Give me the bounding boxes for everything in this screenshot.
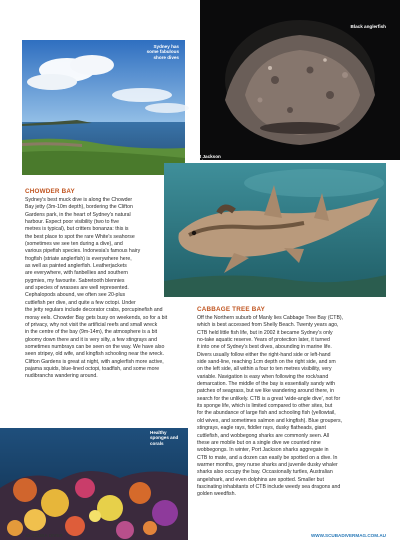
cabbage-tree-bay-body: Off the Northern suburb of Manly lies Cabbage Tree Bay (CTB), which is best accessed from Shelly Beach. Twenty years ago, CTB held little fish life, but in 2002 it became Sydney's only no-take aquatic reserve. Years of protection later, it turned it into one of Sydney's best dives, abounding in marine life. Divers usually follow either the right-hand side or left-hand side sand-line, reaching 1cm depth on the right side, and sm on the left side, all within a four to ten metres visibility, very variable. Navigation is easy when following the rock/sand demarcation. The middle of the bay is essentially sandy with patches of seagrass, but we like wandering around there, in search for the unlikely. CTB is a great 'wide-angle dive', not for its sponge life, which is limited compared to other sites, but for the abundance of large fish and schooling fish (yellowtail, old wives, and sometimes salmon and kingfish). Blue groupers, stingrays, eagle rays, fiddler rays, dusky flatheads, giant cuttlefish, and wobbegong sharks are commonly seen. All these are mobile but on a single dive we counted nine wobbegongs. In winter, Port Jackson sharks aggregate in CTB to mate, and a dozen can easily be spotted on a dive. In warmer months, grey nurse sharks and juvenile dusky whaler sharks also occupy the bay. Occasionally turtles, Australian angelshark, and even dolphins are spotted. Smaller but fascinating inhabitants of CTB include weedy sea dragons and golden weedfish. [197, 315, 344, 498]
chowder-bay-body: Sydney's best muck dive is along the Chowder Bay jetty (3m-10m depth), bordering the Clifton Gardens park, in the heart of Sydney's natural harbour. Expect poor visibility (two to five metres is typical), but critters bonanza: this is the best place to spot the rare White's seahorse (sometimes we see ten during a dive), and various pipefish species. Indonesia's famous hairy frogfish (striate anglerfish) is everywhere here, as well as painted anglerfish. Leatherjackets are everywhere, with fanbellies and southern pygmies, my favourite. Sabretooth blennies and species of wrasses are well represented. Cephalopods abound, we often see 20-plus cuttlefish per dive, and quite a few octopi. Under the jetty regulars include decorator crabs, porcupinefish and moray eels. Chowder Bay gets busy on weekends, so for a bit of privacy, why not visit the artificial reefs and small wreck in the centre of the bay (9m-14m), the atmosphere is a bit gloomy down there and it is very silty, a few stingrays and sometimes numbrays can be seen on the way. We have also seen stripey, old wife, and kingfish schooling near the wreck. Clifton Gardens is great at night, with anglerfish more active, pajama squids, blue-lined octopi, toadfish, and some more nudibranchs wandering around. [25, 197, 168, 380]
chowder-bay-heading: CHOWDER BAY [25, 188, 75, 195]
shark-caption: Port Jackson sharks [192, 154, 221, 165]
website-url[interactable]: WWW.SCUBADIVERMAG.COM.AU [310, 533, 386, 538]
anglerfish-caption: Black anglerfish [350, 24, 386, 29]
cabbage-tree-bay-heading: CABBAGE TREE BAY [197, 306, 266, 313]
coast-caption: Sydney has some fabulous shore dives [146, 44, 179, 60]
page-folio: 40 SCUBA DIVER [25, 533, 63, 538]
reef-caption: Healthy sponges and corals [150, 430, 179, 446]
shark-photo [164, 154, 386, 297]
coast-photo [22, 40, 185, 175]
reef-photo [0, 428, 188, 540]
anglerfish-photo [200, 0, 400, 160]
